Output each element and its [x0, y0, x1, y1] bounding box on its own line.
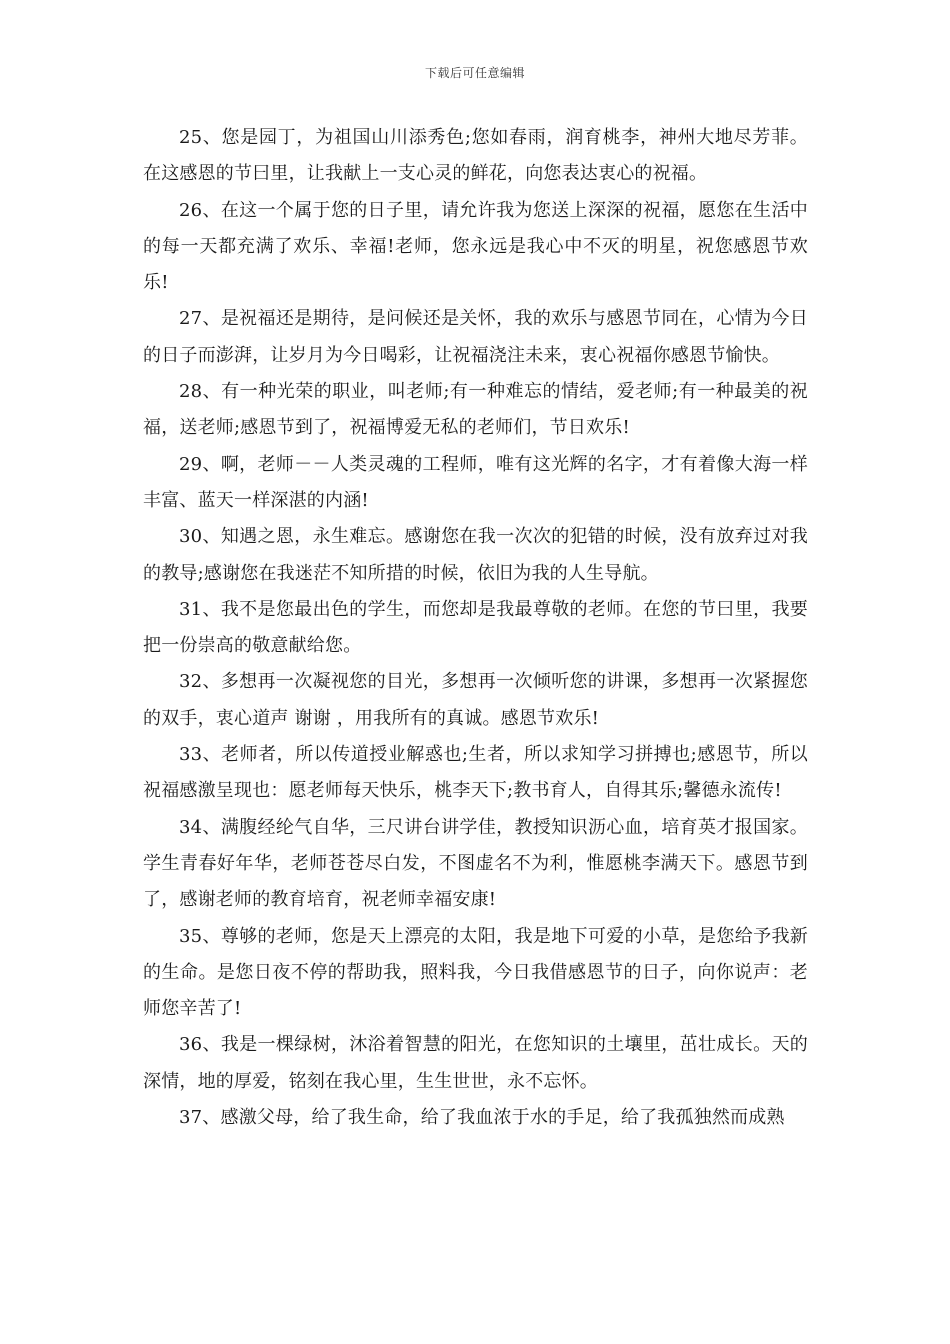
- paragraph-29: 29、啊，老师－－人类灵魂的工程师，唯有这光辉的名字，才有着像大海一样丰富、蓝天一样深湛的内涵!: [143, 453, 808, 511]
- paragraph-37: 37、感激父母，给了我生命，给了我血浓于水的手足，给了我孤独然而成熟: [179, 1107, 785, 1129]
- page-header: 下载后可任意编辑: [424, 66, 525, 80]
- paragraph-35: 35、尊够的老师，您是天上漂亮的太阳，我是地下可爱的小草，是您给予我新的生命。是您日夜不停的帮助我，照料我，今日我借感恩节的日子，向你说声：老师您辛苦了!: [143, 925, 808, 1020]
- paragraph-30: 30、知遇之恩，永生难忘。感谢您在我一次次的犯错的时候，没有放弃过对我的教导;感谢您在我迷茫不知所措的时候，依旧为我的人生导航。: [143, 526, 808, 584]
- paragraph-34: 34、满腹经纶气自华，三尺讲台讲学佳，教授知识沥心血，培育英才报国家。学生青春好年华，老师苍苍尽白发，不图虚名不为利，惟愿桃李满天下。感恩节到了，感谢老师的教育培育，祝老师幸福安康!: [143, 816, 808, 911]
- document-body: [143, 120, 808, 1136]
- paragraph-32: 32、多想再一次凝视您的目光，多想再一次倾听您的讲课，多想再一次紧握您的双手，衷心道声 谢谢 ，用我所有的真诚。感恩节欢乐!: [143, 671, 808, 729]
- paragraph-36: 36、我是一棵绿树，沐浴着智慧的阳光，在您知识的土壤里，茁壮成长。天的深情，地的厚爱，铭刻在我心里，生生世世，永不忘怀。: [143, 1034, 808, 1092]
- paragraph-25: 25、您是园丁，为祖国山川添秀色;您如春雨，润育桃李，神州大地尽芳菲。在这感恩的节曰里，让我献上一支心灵的鲜花，向您表达衷心的祝福。: [143, 127, 808, 185]
- paragraph-28: 28、有一种光荣的职业，叫老师;有一种难忘的情结，爱老师;有一种最美的祝福，送老师;感恩节到了，祝福博爱无私的老师们，节日欢乐!: [143, 381, 808, 439]
- paragraph-33: 33、老师者，所以传道授业解惑也;生者，所以求知学习拼搏也;感恩节，所以祝福感激呈现也：愿老师每天快乐，桃李天下;教书育人，自得其乐;馨德永流传!: [143, 744, 808, 802]
- paragraph-31: 31、我不是您最出色的学生，而您却是我最尊敬的老师。在您的节曰里，我要把一份崇高的敬意献给您。: [143, 598, 808, 657]
- paragraph-26: 26、在这一个属于您的日子里，请允许我为您送上深深的祝福，愿您在生活中的每一天都充满了欢乐、幸福!老师，您永远是我心中不灭的明星，祝您感恩节欢乐!: [143, 199, 808, 294]
- paragraph-27: 27、是祝福还是期待，是问候还是关怀，我的欢乐与感恩节同在，心情为今日的日子而澎湃，让岁月为今日喝彩，让祝福浇注未来，衷心祝福你感恩节愉快。: [143, 308, 808, 366]
